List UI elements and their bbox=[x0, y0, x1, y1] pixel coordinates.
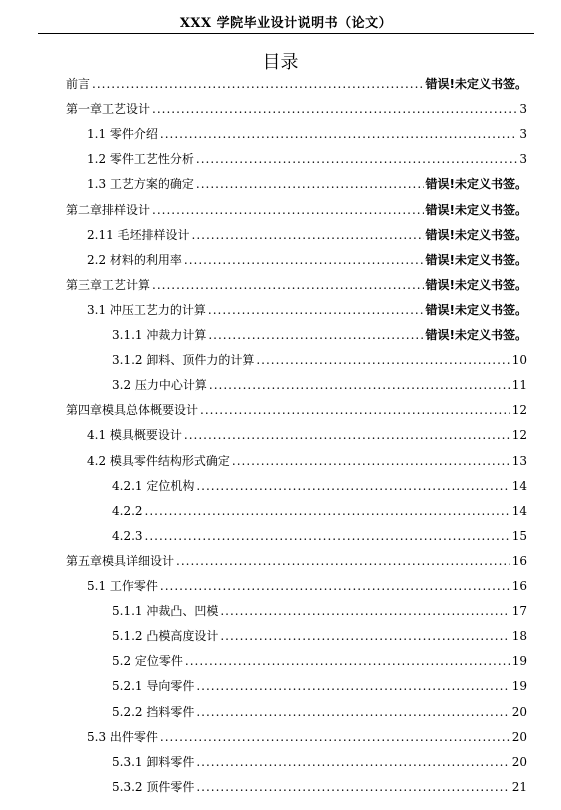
toc-entry[interactable] bbox=[87, 301, 527, 319]
toc-leader-dots bbox=[196, 677, 509, 695]
toc-entry-page: 3 bbox=[519, 152, 527, 167]
toc-leader-dots bbox=[196, 175, 424, 193]
toc-entry-label: 5.3.2 顶件零件 bbox=[112, 779, 195, 794]
toc-entry-label: 4.1 模具概要设计 bbox=[87, 428, 182, 443]
toc-entry-page: 13 bbox=[511, 453, 527, 468]
toc-leader-dots bbox=[196, 753, 509, 771]
toc-leader-dots bbox=[220, 627, 509, 645]
toc-entry-page: 3 bbox=[519, 102, 527, 117]
toc-entry-page: 错误!未定义书签。 bbox=[425, 202, 527, 217]
toc-entry-page: 错误!未定义书签。 bbox=[425, 252, 527, 267]
toc-leader-dots bbox=[196, 150, 517, 168]
toc-entry-label: 第四章模具总体概要设计 bbox=[66, 403, 199, 418]
toc-leader-dots bbox=[145, 527, 510, 545]
toc-entry-label: 5.2.2 挡料零件 bbox=[112, 704, 195, 719]
toc-leader-dots bbox=[232, 452, 510, 470]
toc-entry[interactable] bbox=[66, 401, 527, 419]
toc-entry-page: 错误!未定义书签。 bbox=[425, 302, 527, 317]
toc-leader-dots bbox=[160, 125, 517, 143]
toc-entry[interactable] bbox=[66, 75, 527, 93]
toc-entry-label: 4.2 模具零件结构形式确定 bbox=[87, 453, 230, 468]
toc-leader-dots bbox=[184, 251, 424, 269]
toc-leader-dots bbox=[92, 75, 424, 93]
toc-entry[interactable] bbox=[87, 728, 527, 746]
toc-entry-page: 19 bbox=[511, 679, 527, 694]
toc-entry-label: 3.1.2 卸料、顶件力的计算 bbox=[112, 353, 255, 368]
toc-entry-label: 1.2 零件工艺性分析 bbox=[87, 152, 194, 167]
toc-entry[interactable] bbox=[112, 602, 527, 620]
toc-entry-label: 3.2 压力中心计算 bbox=[112, 378, 207, 393]
toc-entry[interactable] bbox=[87, 175, 527, 193]
toc-entry-label: 4.2.2 bbox=[112, 503, 143, 518]
toc-entry[interactable] bbox=[112, 351, 527, 369]
toc-leader-dots bbox=[160, 728, 510, 746]
toc-entry-label: 5.1.2 凸模高度设计 bbox=[112, 629, 219, 644]
toc-entry-label: 1.1 零件介绍 bbox=[87, 127, 158, 142]
toc-entry[interactable] bbox=[87, 426, 527, 444]
toc-leader-dots bbox=[185, 652, 510, 670]
toc-entry-page: 19 bbox=[511, 654, 527, 669]
toc-entry[interactable] bbox=[112, 778, 527, 796]
toc-entry-label: 3.1 冲压工艺力的计算 bbox=[87, 302, 206, 317]
toc-entry-label: 5.2 定位零件 bbox=[112, 654, 183, 669]
toc-entry-page: 错误!未定义书签。 bbox=[425, 177, 527, 192]
toc-entry-page: 14 bbox=[511, 503, 527, 518]
header-rule bbox=[38, 33, 534, 34]
toc-entry[interactable] bbox=[112, 502, 527, 520]
toc-entry[interactable] bbox=[87, 577, 527, 595]
toc-entry[interactable] bbox=[112, 677, 527, 695]
toc-leader-dots bbox=[208, 301, 424, 319]
toc-entry-page: 15 bbox=[511, 528, 527, 543]
toc-entry-label: 4.2.3 bbox=[112, 528, 143, 543]
toc-entry-page: 3 bbox=[519, 127, 527, 142]
toc-entry-label: 5.1 工作零件 bbox=[87, 579, 158, 593]
toc-leader-dots bbox=[152, 201, 424, 219]
toc-entry[interactable] bbox=[112, 527, 527, 545]
toc-title: 目录 bbox=[262, 52, 299, 73]
toc-leader-dots bbox=[145, 502, 510, 520]
toc-entry[interactable] bbox=[87, 125, 527, 143]
toc-entry[interactable] bbox=[112, 477, 527, 495]
toc-entry-page: 11 bbox=[511, 378, 527, 393]
toc-leader-dots bbox=[256, 351, 509, 369]
toc-entry-page: 10 bbox=[511, 353, 527, 368]
toc-entry[interactable] bbox=[112, 703, 527, 721]
toc-entry[interactable] bbox=[87, 452, 527, 470]
toc-entry[interactable] bbox=[66, 552, 527, 570]
toc-leader-dots bbox=[152, 276, 424, 294]
toc-leader-dots bbox=[200, 401, 510, 419]
toc-entry-page: 20 bbox=[511, 754, 527, 769]
toc-entry-label: 第一章工艺设计 bbox=[66, 102, 151, 117]
toc-entry[interactable] bbox=[112, 627, 527, 645]
toc-entry[interactable] bbox=[112, 753, 527, 771]
toc-entry[interactable] bbox=[66, 276, 527, 294]
toc-entry-label: 第三章工艺计算 bbox=[66, 277, 151, 292]
toc-leader-dots bbox=[196, 477, 509, 495]
toc-entry-label: 5.2.1 导向零件 bbox=[112, 679, 195, 694]
toc-entry-label: 5.1.1 冲裁凸、凹模 bbox=[112, 604, 219, 619]
document-header: XXX 学院毕业设计说明书（论文） bbox=[179, 16, 393, 31]
toc-entry-page: 12 bbox=[511, 428, 527, 443]
toc-entry-label: 2.2 材料的利用率 bbox=[87, 252, 182, 267]
toc-leader-dots bbox=[220, 602, 509, 620]
toc-leader-dots bbox=[152, 100, 517, 118]
toc-entry-label: 第二章排样设计 bbox=[66, 202, 151, 217]
toc-entry-label: 4.2.1 定位机构 bbox=[112, 478, 195, 493]
toc-entry[interactable] bbox=[87, 226, 527, 244]
toc-entry-page: 错误!未定义书签。 bbox=[425, 277, 527, 292]
toc-entry[interactable] bbox=[112, 326, 527, 344]
toc-leader-dots bbox=[176, 552, 510, 570]
toc-entry-label: 1.3 工艺方案的确定 bbox=[87, 177, 194, 192]
toc-leader-dots bbox=[208, 326, 423, 344]
toc-entry-page: 16 bbox=[511, 579, 527, 593]
toc-entry[interactable] bbox=[112, 376, 527, 394]
toc-leader-dots bbox=[196, 703, 509, 721]
toc-entry-page: 错误!未定义书签。 bbox=[425, 227, 527, 242]
toc-entry-label: 2.11 毛坯排样设计 bbox=[87, 227, 190, 242]
toc-entry-page: 20 bbox=[511, 729, 527, 744]
toc-leader-dots bbox=[192, 226, 424, 244]
toc-entry[interactable] bbox=[112, 652, 527, 670]
toc-leader-dots bbox=[160, 577, 510, 595]
toc-entry-page: 错误!未定义书签。 bbox=[425, 328, 527, 342]
toc-entry-page: 12 bbox=[511, 403, 527, 418]
toc-entry-page: 错误!未定义书签。 bbox=[425, 77, 527, 91]
toc-leader-dots bbox=[184, 426, 510, 444]
toc-entry-label: 5.3.1 卸料零件 bbox=[112, 754, 195, 769]
toc-entry-page: 16 bbox=[511, 553, 527, 568]
toc-entry[interactable] bbox=[87, 251, 527, 269]
toc-entry-page: 14 bbox=[511, 478, 527, 493]
toc-entry-page: 20 bbox=[511, 704, 527, 719]
toc-entry-page: 18 bbox=[511, 629, 527, 644]
toc-entry[interactable] bbox=[66, 201, 527, 219]
toc-entry-label: 前言 bbox=[66, 77, 91, 91]
toc-entry[interactable] bbox=[66, 100, 527, 118]
toc-entry-label: 5.3 出件零件 bbox=[87, 729, 158, 744]
toc-entry-label: 第五章模具详细设计 bbox=[66, 553, 175, 568]
toc-entry-page: 21 bbox=[511, 779, 527, 794]
toc-entry[interactable] bbox=[87, 150, 527, 168]
toc-entry-label: 3.1.1 冲裁力计算 bbox=[112, 328, 207, 342]
toc-entry-page: 17 bbox=[511, 604, 527, 619]
toc-leader-dots bbox=[209, 376, 510, 394]
toc-leader-dots bbox=[196, 778, 509, 796]
